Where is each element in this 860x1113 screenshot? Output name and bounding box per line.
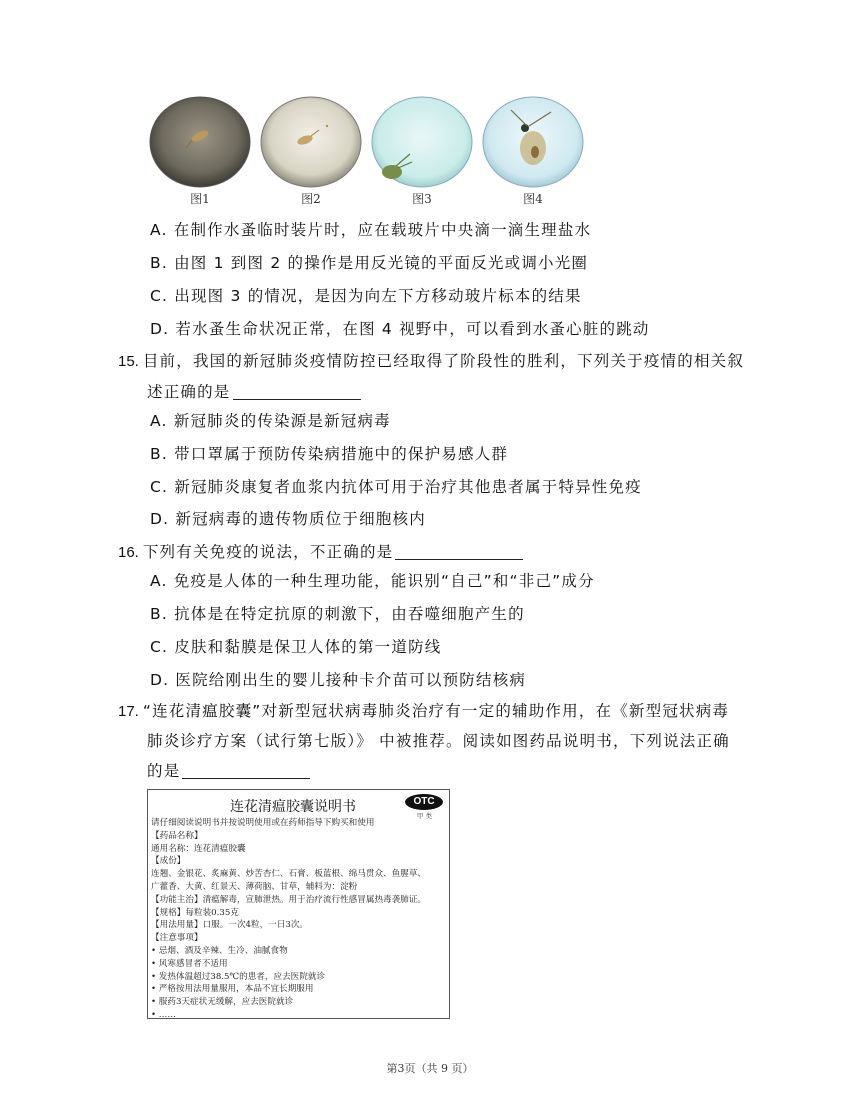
leaflet-line: 通用名称：连花清瘟胶囊 — [151, 843, 246, 854]
leaflet-line: 连翘、金银花、炙麻黄、炒苦杏仁、石膏、板蓝根、绵马贯众、鱼腥草、 — [151, 869, 427, 880]
q14-option-a: A. 在制作水蚤临时装片时，应在载玻片中央滴一滴生理盐水 — [150, 221, 592, 239]
leaflet-line: 广藿香、大黄、红景天、薄荷脑、甘草，辅料为：淀粉 — [151, 881, 358, 892]
question-number: 16. — [118, 544, 139, 561]
q16-stem-text: 下列有关免疫的说法，不正确的是 — [142, 543, 394, 561]
leaflet-line: 【药品名称】 — [151, 830, 203, 841]
figure-2 — [259, 96, 363, 207]
q16-option-d: D. 医院给刚出生的婴儿接种卡介苗可以预防结核病 — [150, 671, 527, 689]
q17-stem-cont-2 — [147, 760, 310, 782]
answer-blank[interactable] — [233, 383, 361, 400]
q15-stem — [118, 350, 744, 373]
leaflet-line: 【注意事项】 — [151, 933, 203, 944]
leaflet-line: 【功能主治】清瘟解毒，宣肺泄热。用于治疗流行性感冒属热毒袭肺证。 — [151, 894, 427, 905]
q16-option-b: B. 抗体是在特定抗原的刺激下，由吞噬细胞产生的 — [150, 605, 525, 623]
q17-stem-line3: 的是 — [147, 762, 181, 780]
leaflet-line: • 忌烟、酒及辛辣、生冷、油腻食物 — [151, 945, 288, 956]
q14-option-d: D. 若水蚤生命状况正常，在图 4 视野中，可以看到水蚤心脏的跳动 — [150, 320, 650, 338]
leaflet-line: 请仔细阅读说明书并按说明使用或在药师指导下购买和使用 — [151, 818, 375, 828]
q15-stem-line2: 述正确的是 — [147, 383, 231, 401]
leaflet-line: 【规格】每粒装0.35克 — [151, 907, 239, 918]
q16-stem — [118, 541, 523, 564]
figure-caption: 图2 — [301, 192, 321, 206]
otc-class: 甲 类 — [416, 812, 432, 820]
leaflet-line: 【用法用量】口服。一次4粒，一日3次。 — [151, 920, 309, 931]
figure-caption: 图1 — [190, 192, 210, 206]
microscope-view-light-icon — [259, 96, 363, 188]
answer-blank[interactable] — [395, 543, 523, 560]
q17-stem-cont-1: 肺炎诊疗方案（试行第七版）》 中被推荐。阅读如图药品说明书，下列说法正确 — [147, 732, 730, 750]
q14-option-c: C. 出现图 3 的情况，是因为向左下方移动玻片标本的结果 — [150, 287, 582, 305]
q15-option-b: B. 带口罩属于预防传染病措施中的保护易感人群 — [150, 445, 509, 463]
question-number: 17. — [118, 703, 139, 720]
leaflet-line: • 发热体温超过38.5℃的患者，应去医院就诊 — [151, 971, 326, 982]
figure-3 — [370, 96, 474, 207]
medicine-leaflet — [147, 789, 450, 1019]
leaflet-lines — [151, 817, 446, 1022]
q15-option-c: C. 新冠肺炎康复者血浆内抗体可用于治疗其他患者属于特异性免疫 — [150, 478, 642, 496]
q15-option-d: D. 新冠病毒的遗传物质位于细胞核内 — [150, 510, 426, 528]
q15-option-a: A. 新冠肺炎的传染源是新冠病毒 — [150, 412, 391, 430]
figure-1 — [148, 96, 252, 207]
q16-option-c: C. 皮肤和黏膜是保卫人体的第一道防线 — [150, 638, 442, 656]
microscope-view-water-flea-icon — [481, 96, 585, 188]
q16-option-a: A. 免疫是人体的一种生理功能，能识别“自己”和“非己”成分 — [150, 572, 595, 590]
microscope-figures — [148, 96, 588, 210]
leaflet-line: • …… — [151, 1009, 176, 1020]
question-number: 15. — [118, 353, 139, 370]
leaflet-line: • 风寒感冒者不适用 — [151, 958, 228, 969]
q17-stem — [118, 700, 729, 723]
figure-4 — [481, 96, 585, 207]
microscope-view-cyan-icon — [370, 96, 474, 188]
otc-badge: OTC — [405, 794, 443, 810]
page-footer: 第3页（共 9 页） — [386, 1062, 474, 1075]
microscope-view-dark-icon — [148, 96, 252, 188]
q17-stem-line1: “连花清瘟胶囊”对新型冠状病毒肺炎治疗有一定的辅助作用，在《新型冠状病毒 — [142, 702, 730, 720]
leaflet-line: 【成份】 — [151, 856, 186, 867]
q14-option-b: B. 由图 1 到图 2 的操作是用反光镜的平面反光或调小光圈 — [150, 254, 589, 272]
leaflet-line: • 服药3天症状无缓解，应去医院就诊 — [151, 997, 294, 1008]
q15-stem-cont — [147, 381, 361, 403]
figure-caption: 图3 — [412, 192, 432, 206]
leaflet-title: 连花清瘟胶囊说明书 — [230, 799, 356, 815]
figure-caption: 图4 — [523, 192, 543, 206]
leaflet-line: • 严格按用法用量服用，本品不宜长期服用 — [151, 984, 314, 995]
answer-blank[interactable] — [182, 762, 310, 779]
q15-stem-line1: 目前，我国的新冠肺炎疫情防控已经取得了阶段性的胜利，下列关于疫情的相关叙 — [142, 352, 745, 370]
